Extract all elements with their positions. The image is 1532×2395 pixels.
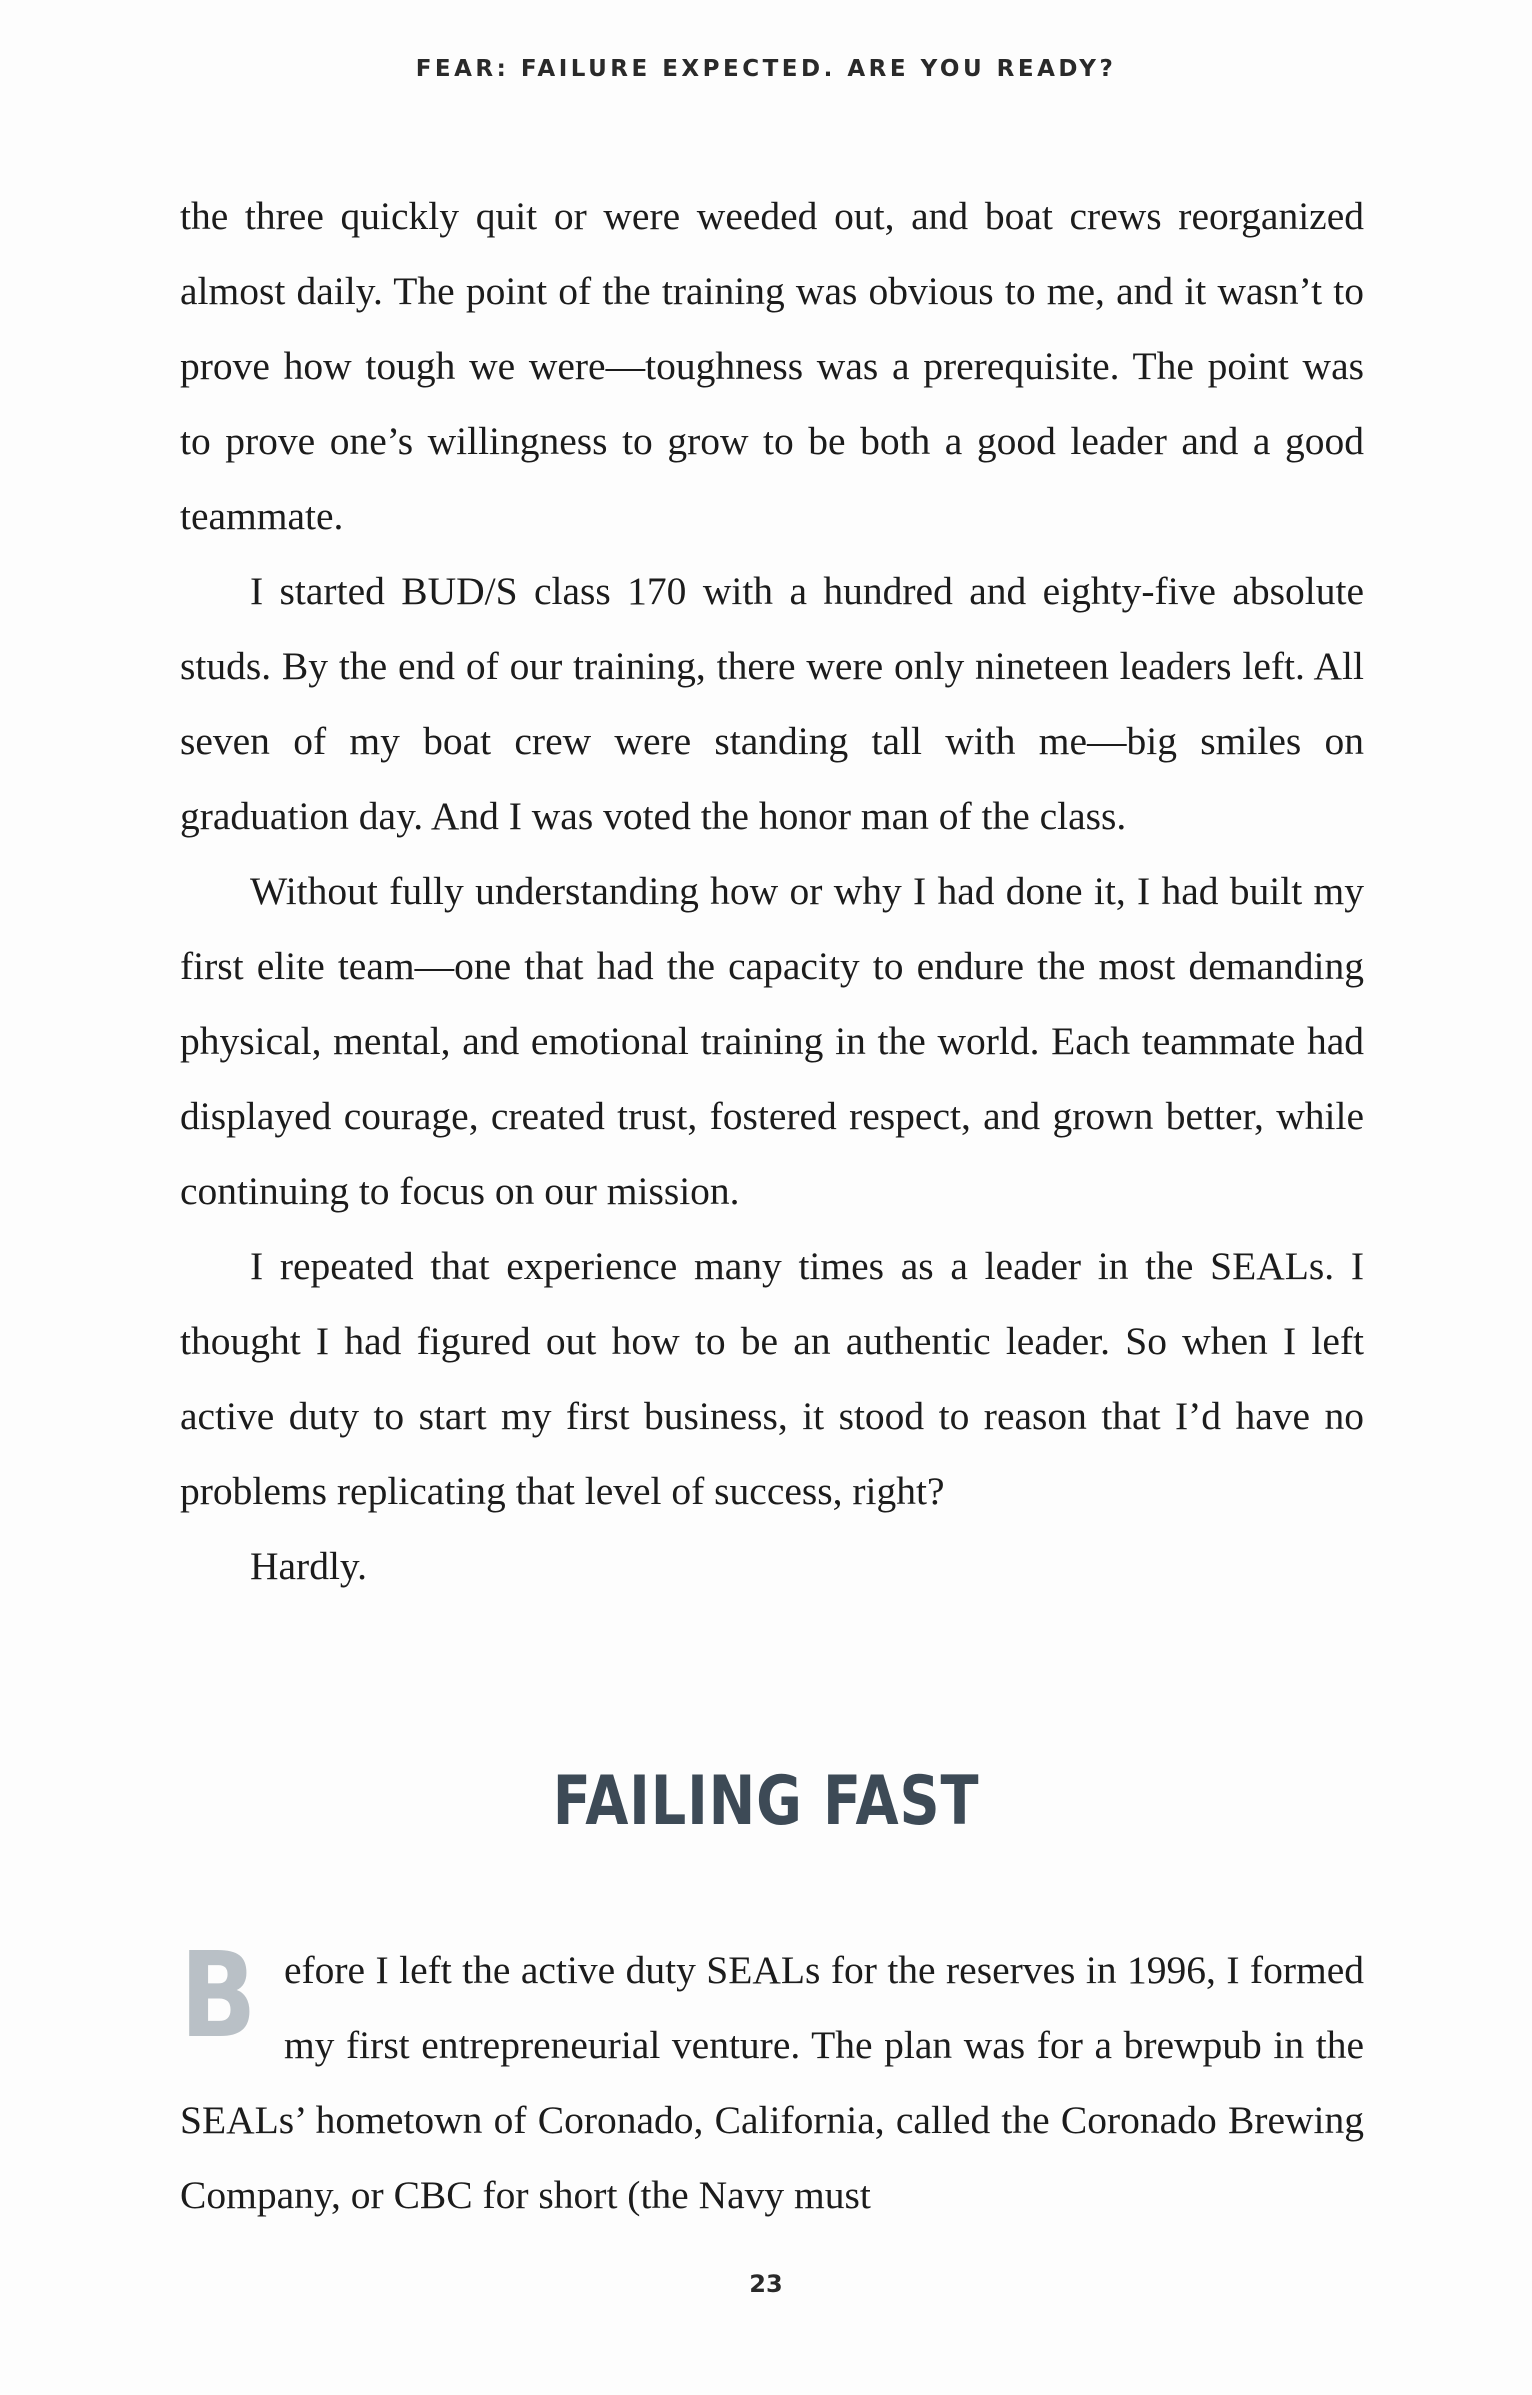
- paragraph: Hardly.: [250, 1544, 367, 1588]
- running-head: FEAR: FAILURE EXPECTED. ARE YOU READY?: [415, 56, 1117, 82]
- paragraph: Without fully understanding how or why I had done it, I had built my first elite team—one that had the capacity to endure the most demanding physical, mental, and emotional training in the world. Each teammate had displayed courage, created trust, fostered respect, and grown better, while continuing to focus on our mission.: [180, 869, 1364, 1213]
- section-heading: FAILING FAST: [552, 1762, 980, 1841]
- paragraph: I repeated that experience many times as a leader in the SEALs. I thought I had figured out how to be an authentic leader. So when I left active duty to start my first business, it stood to reason that I’d have no problems replicating that level of success, right?: [180, 1244, 1364, 1513]
- page-number: 23: [749, 2270, 783, 2298]
- paragraph: I started BUD/S class 170 with a hundred and eighty-five absolute studs. By the end of our training, there were only nineteen leaders left. All seven of my boat crew were standing tall with me—big smiles on graduation day. And I was voted the honor man of the class.: [180, 569, 1364, 838]
- section-first-paragraph-text: efore I left the active duty SEALs for the reserves in 1996, I formed my first entrepreneurial venture. The plan was for a brewpub in the SEALs’ hometown of Coronado, California, called the Coronado Brewing Company, or CBC for short (the Navy must: [180, 1948, 1364, 2217]
- section-body-text: [180, 1926, 1364, 2233]
- body-text: [180, 179, 1364, 1604]
- drop-cap: B: [180, 1926, 257, 2064]
- paragraph: the three quickly quit or were weeded out, and boat crews reorganized almost daily. The point of the training was obvious to me, and it wasn’t to prove how tough we were—toughness was a prerequisite. The point was to prove one’s willingness to grow to be both a good leader and a good teammate.: [180, 194, 1364, 538]
- section-first-paragraph: [180, 1926, 1364, 2233]
